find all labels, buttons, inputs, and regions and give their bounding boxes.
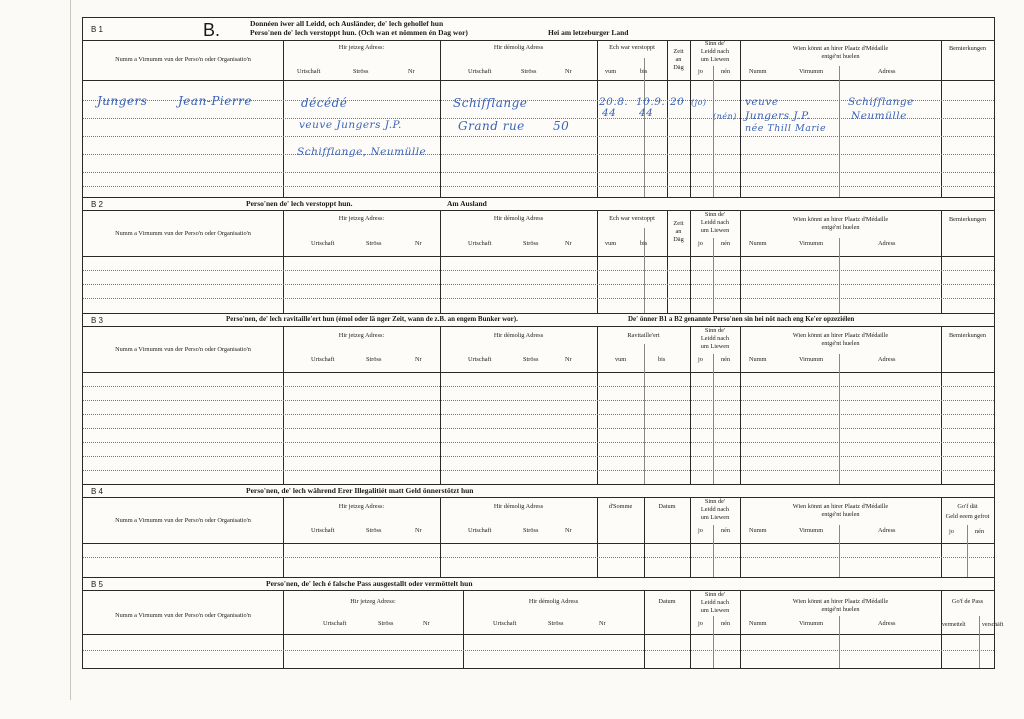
section-title: Perso'nen, de' lech ravitaille'ert hun (émol oder lä nger Zeit, wann de z.B. an engem Bunker wor). (226, 315, 518, 323)
header-alive-3: um Liewen (700, 56, 730, 63)
header-number: Nr (415, 356, 422, 363)
header-former-address: Hir démolig Adress (493, 215, 544, 222)
entry-former-number: 50 (553, 119, 570, 133)
entry-former-street: Grand rue (458, 119, 525, 133)
header-yes: jo (698, 356, 703, 363)
header-number: Nr (408, 68, 415, 75)
header-from: vum (605, 68, 617, 75)
header-current-address: Hir jetzeg Adress: (338, 503, 385, 510)
header-name: Numm a Virnumm vun der Perso'n oder Organisatio'n (115, 346, 251, 353)
header-to: bis (640, 68, 648, 75)
entry-medal-name1: veuve (745, 96, 779, 108)
header-hidden: Ech war verstoppt (609, 215, 655, 222)
header-number: Nr (423, 620, 430, 627)
header-to: bis (640, 240, 648, 247)
entry-to-day: 10.9. (636, 96, 666, 108)
header-medal-2: entgé'nt huelen (821, 606, 860, 613)
header-street: Ströss (353, 68, 369, 75)
header-town: Urtschaft (493, 620, 517, 627)
header-no: nén (721, 620, 731, 627)
header-no: nén (721, 356, 731, 363)
header-alive-1: Sinn de' (704, 591, 726, 598)
section-letter: B. (203, 20, 221, 40)
header-given-name: Virnumm (799, 620, 824, 627)
header-medal-1: Wien könnt an hirer Plaatz d'Médaille (792, 216, 889, 223)
entry-medal-name3: née Thill Marie (745, 123, 827, 134)
entry-medal-place: Neumülle (851, 110, 907, 122)
header-no: nén (975, 528, 985, 535)
header-street: Ströss (548, 620, 564, 627)
header-street: Ströss (378, 620, 394, 627)
header-alive-3: um Liewen (700, 343, 730, 350)
header-remarks: Bemierkungen (948, 45, 987, 52)
entry-current-line1: décédé (301, 96, 348, 110)
header-medal-1: Wien könnt an hirer Plaatz d'Médaille (792, 332, 889, 339)
header-made: verschäft (982, 622, 1004, 628)
header-remarks: Bemierkungen (948, 332, 987, 339)
header-hidden: Ech war verstoppt (609, 44, 655, 51)
header-town: Urtschaft (468, 240, 492, 247)
header-yes: jo (698, 620, 703, 627)
section-code: B 5 (91, 580, 104, 589)
header-surname: Numm (749, 240, 767, 247)
section-title-suffix: De' önner B1 a B2 genannte Perso'nen sin hei nöt nach eng Ke'er opzeziélen (628, 315, 855, 323)
header-current-address: Hir jetzeg Adress: (338, 44, 385, 51)
section-b5 (82, 577, 1004, 669)
header-current-address: Hir jetzeg Adress: (338, 332, 385, 339)
header-number: Nr (415, 527, 422, 534)
header-town: Urtschaft (468, 356, 492, 363)
header-alive-1: Sinn de' (704, 498, 726, 505)
entry-medal-name2: Jungers J.P. (745, 110, 811, 122)
header-given-name: Virnumm (799, 240, 824, 247)
header-issued: vermettelt (942, 622, 966, 628)
section-code: B 4 (91, 487, 104, 496)
header-alive-1: Sinn de' (704, 40, 726, 47)
header-amount: d'Somme (608, 503, 633, 510)
header-former-address: Hir démolig Adress (493, 332, 544, 339)
entry-medal-town: Schifflange (848, 96, 914, 108)
header-town: Urtschaft (468, 68, 492, 75)
header-number: Nr (565, 240, 572, 247)
header-supplied: Ravitaille'ert (627, 332, 660, 339)
header-days-2: an (675, 56, 682, 63)
header-street: Ströss (523, 527, 539, 534)
header-no: nén (721, 68, 731, 75)
header-from: vum (615, 356, 627, 363)
header-money-2: Geld eeem gefrot (945, 513, 990, 520)
header-street: Ströss (523, 240, 539, 247)
header-street: Ströss (366, 356, 382, 363)
header-number: Nr (565, 527, 572, 534)
section-b2 (82, 197, 995, 315)
header-surname: Numm (749, 527, 767, 534)
header-address: Adress (878, 356, 896, 363)
header-surname: Numm (749, 356, 767, 363)
header-street: Ströss (521, 68, 537, 75)
header-town: Urtschaft (311, 240, 335, 247)
section-title-suffix: Hei am letzeburger Land (548, 28, 629, 37)
section-title-line1: Donnéen iwer all Leidd, och Ausländer, de' lech gehollef hun (250, 19, 444, 28)
header-no: nén (721, 240, 731, 247)
entry-current-line2: veuve Jungers J.P. (299, 119, 402, 131)
header-medal-2: entgé'nt huelen (821, 511, 860, 518)
entry-from-day: 20.8. (599, 96, 629, 108)
entry-days: 20 (670, 96, 685, 108)
header-former-address: Hir démolig Adress (493, 44, 544, 51)
header-yes: jo (698, 68, 703, 75)
header-given-name: Virnumm (799, 68, 824, 75)
header-date: Datum (658, 503, 676, 510)
entry-former-town: Schifflange (453, 96, 528, 110)
header-date: Datum (658, 598, 676, 605)
header-medal-1: Wien könnt an hirer Plaatz d'Médaille (792, 503, 889, 510)
header-days-1: Zeit (673, 220, 684, 227)
header-days-2: an (675, 228, 682, 235)
header-street: Ströss (523, 356, 539, 363)
section-b3 (82, 313, 995, 486)
header-from: vum (605, 240, 617, 247)
header-surname: Numm (749, 620, 767, 627)
header-medal-1: Wien könnt an hirer Plaatz d'Médaille (792, 598, 889, 605)
header-town: Urtschaft (311, 356, 335, 363)
header-current-address: Hir jetzeg Adress: (350, 598, 396, 605)
header-alive-2: Leidd nach (700, 219, 730, 226)
section-code: B 2 (91, 200, 104, 209)
entry-current-line3: Schifflange, Neumülle (297, 146, 427, 158)
section-b4 (82, 484, 995, 579)
header-address: Adress (878, 620, 896, 627)
header-number: Nr (565, 356, 572, 363)
header-alive-3: um Liewen (700, 607, 730, 614)
header-alive-2: Leidd nach (700, 335, 730, 342)
header-given-name: Virnumm (799, 527, 824, 534)
header-medal-2: entgé'nt huelen (821, 224, 860, 231)
header-former-address: Hir démolig Adress (493, 503, 544, 510)
header-days-3: Däg (673, 64, 684, 71)
section-title: Perso'nen, de' lech é falsche Pass ausgestallt oder vermöttelt hun (266, 579, 473, 588)
section-title: Perso'nen de' lech verstoppt hun. (246, 199, 353, 208)
header-days-1: Zeit (673, 48, 684, 55)
header-alive-2: Leidd nach (700, 48, 730, 55)
header-medal-1: Wien könnt an hirer Plaatz d'Médaille (792, 45, 889, 52)
header-alive-1: Sinn de' (704, 211, 726, 218)
header-alive-3: um Liewen (700, 514, 730, 521)
entry-surname: Jungers (97, 94, 148, 108)
header-address: Adress (878, 527, 896, 534)
header-name: Numm a Virnumm vun der Perso'n oder Organisatio'n (115, 612, 251, 619)
entry-dead: (nén) (713, 112, 737, 121)
section-code: B 1 (91, 25, 104, 34)
header-former-address: Hir démolig Adress (528, 598, 579, 605)
header-no: nén (721, 527, 731, 534)
header-yes: jo (698, 527, 703, 534)
entry-given-name: Jean-Pierre (178, 94, 252, 108)
header-yes: jo (698, 240, 703, 247)
header-street: Ströss (366, 527, 382, 534)
header-address: Adress (878, 240, 896, 247)
header-number: Nr (599, 620, 606, 627)
section-title-suffix: Am Ausland (447, 199, 487, 208)
section-code: B 3 (91, 316, 104, 325)
header-current-address: Hir jetzeg Adress: (338, 215, 385, 222)
header-money-1: Go'f dät (957, 503, 978, 510)
header-medal-2: entgé'nt huelen (821, 53, 860, 60)
header-medal-2: entgé'nt huelen (821, 340, 860, 347)
entry-alive: (jo) (691, 98, 707, 107)
header-street: Ströss (366, 240, 382, 247)
header-alive-2: Leidd nach (700, 599, 730, 606)
header-given-name: Virnumm (799, 356, 824, 363)
section-title-line2: Perso'nen de' lech verstoppt hun. (Och wan et nömmen én Dag wor) (250, 28, 468, 37)
header-name: Numm a Virnumm vun der Perso'n oder Organisatio'n (115, 517, 251, 524)
header-to: bis (658, 356, 666, 363)
header-town: Urtschaft (297, 68, 321, 75)
header-name: Numm a Virnumm vun der Perso'n oder Organisatio'n (115, 230, 251, 237)
entry-from-year: 44 (602, 107, 617, 119)
header-town: Urtschaft (323, 620, 347, 627)
header-town: Urtschaft (468, 527, 492, 534)
header-alive-2: Leidd nach (700, 506, 730, 513)
header-pass-given: Go'f de Pass (951, 598, 984, 605)
header-number: Nr (565, 68, 572, 75)
header-town: Urtschaft (311, 527, 335, 534)
section-title: Perso'nen, de' lech während Erer Illegalitiét matt Geld önnerstötzt hun (246, 486, 474, 495)
header-surname: Numm (749, 68, 767, 75)
header-number: Nr (415, 240, 422, 247)
header-days-3: Däg (673, 236, 684, 243)
section-b1 (82, 17, 995, 199)
header-alive-3: um Liewen (700, 227, 730, 234)
header-yes: jo (949, 528, 954, 535)
entry-to-year: 44 (639, 107, 654, 119)
header-remarks: Bemierkungen (948, 216, 987, 223)
header-name: Numm a Virnumm vun der Perso'n oder Organisatio'n (115, 56, 251, 63)
header-alive-1: Sinn de' (704, 327, 726, 334)
header-address: Adress (878, 68, 896, 75)
